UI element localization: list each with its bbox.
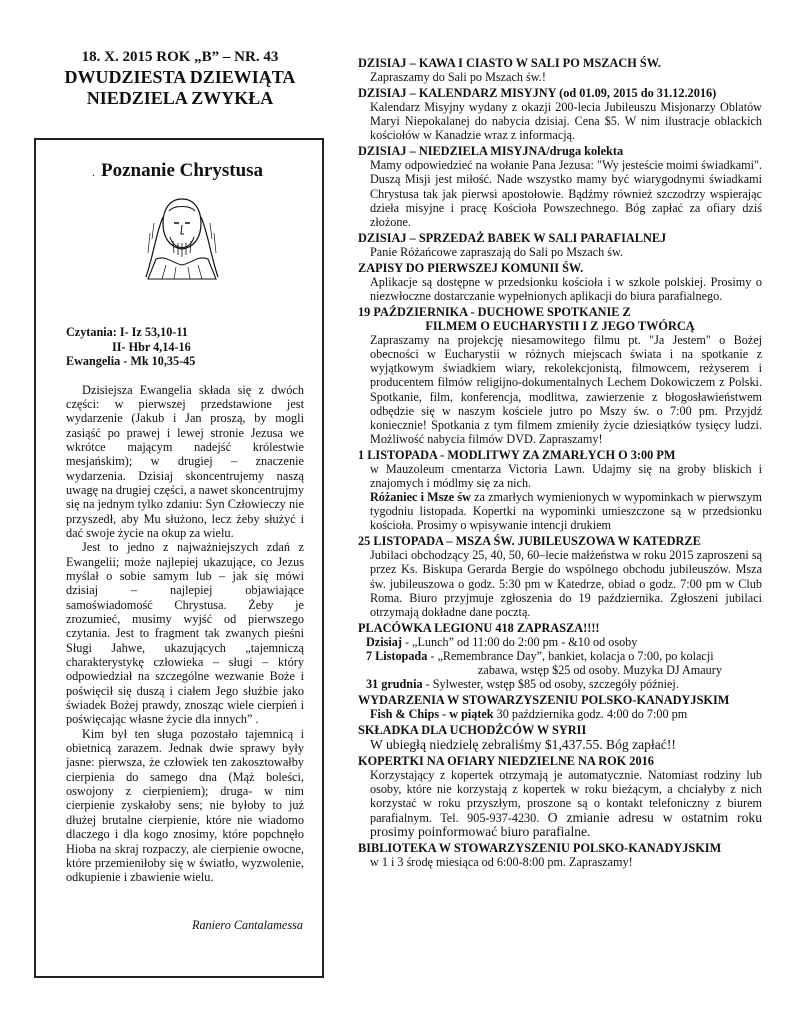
announcement bbox=[358, 534, 762, 618]
legion-row-label: Dzisiaj bbox=[366, 634, 402, 649]
koperty-section bbox=[358, 754, 762, 838]
reflection-title bbox=[92, 160, 304, 183]
announcement-text-2 bbox=[358, 490, 762, 532]
reflection-title-text: Poznanie Chrystusa bbox=[101, 160, 264, 181]
legion-row-label: 7 Listopada bbox=[366, 648, 428, 663]
reflection-author: Raniero Cantalamessa bbox=[192, 918, 303, 932]
announcement bbox=[358, 261, 762, 303]
stowarzyszenie-heading: WYDARZENIA W STOWARZYSZENIU POLSKO-KANADYJSKIM bbox=[358, 693, 730, 708]
bold-lead: Różaniec i Msze św bbox=[370, 490, 471, 505]
title-bullet: . bbox=[92, 165, 95, 179]
announcement bbox=[358, 56, 762, 84]
paragraph: Dzisiejsza Ewangelia składa się z dwóch części: w pierwszej przedstawione jest wydarzenie (Jakub i Jan proszą, by mogli zasiąść po prawej i lewej stronie Jezusa we wkrótce mającym nadejść królestwie mesjańskim); w drugiej – znaczenie wydarzenia. Dzisiaj skoncentrujemy naszą uwagę na drugiej części, a nawet skoncentrujmy się na jednym tylko zdaniu: Syn Człowieczy nie przyszedł, aby Mu służono, lecz żeby służyć i dać swoje życie na okup za wielu. bbox=[66, 382, 304, 540]
announcement-heading-line2: FILMEM O EUCHARYSTII I Z JEGO TWÓRCĄ bbox=[425, 319, 695, 334]
paragraph: Jest to jedno z najważniejszych zdań z Ewangelii; może najlepiej ukazujące, co Jezus myślał o sobie samym lub – jak się mówi dzisiaj – najlepiej objawiające samoświadomość Chrystusa. Żeby je zrozumieć, musimy wyjść od pierwszego czytania. Jest to fragment tak zwanych pieśni Sługi Jahwe, ukazujących „tajemniczą charakterystykę człowieka – sługi – który odpowiedział na szczególne wezwanie Boże i poświęcił się duszą i ciałem Jego służbie jako świadek Bożej prawdy, znosząc wiele cierpień i poświęcając własne życie dla innych” . bbox=[66, 540, 304, 727]
announcement-text: Zapraszamy na projekcję niesamowitego filmu pt. "Ja Jestem" o Bożej obecności w Eucharystii w różnych miejscach świata i na spotkanie z wyjątkowym świadkiem wiary, rekolekcjonistą, filmowcem, reżyserem i producentem filmów religijno-dokumentalnych Lechem Dokowiczem z Polski. Spotkanie, film, konferencja, modlitwa, zawierzenie z błogosławieństwem odbędzie się w naszym kościele jutro po Mszy św. o 7:00 pm. Przyjdź koniecznie! Spotkania z tym filmem zmieniły życie dziesiątków tysięcy ludzi. Możliwość nabycia filmów DVD. Zapraszamy! bbox=[370, 333, 762, 446]
koperty-text bbox=[358, 768, 762, 838]
sunday-title-line2: NIEDZIELA ZWYKŁA bbox=[86, 88, 274, 108]
legion-row-text: - Sylwester, wstęp $85 od osoby, szczegóły później. bbox=[425, 677, 679, 692]
announcement-text: Zapraszamy do Sali po Mszach św.! bbox=[370, 70, 546, 84]
paragraph: Kim był ten sługa pozostało tajemnicą i obietnicą zarazem. Jednak dwie sprawy były jasne: pierwsza, że człowiek ten zakosztowałby cierpienia do samego dna (Mąż boleści, oswojony z cierpieniem); druga- w nim cierpienie zyskałoby sens; nie byłoby to już dłużej brutalne cierpienie, które nie wiadomo dlaczego i dla kogo znosimy, które popchnęło Hioba na skraj rozpaczy, ale cierpienie owocne, które przemieniłoby się w światło, wyzwolenie, odkupienie i zbawienie wielu. bbox=[66, 726, 304, 885]
announcement bbox=[358, 448, 762, 532]
legion-row-text: - „Remembrance Day”, bankiet, kolacja o 7:00, po kolacji bbox=[430, 648, 714, 663]
announcements-column bbox=[358, 56, 762, 871]
announcement bbox=[358, 144, 762, 228]
announcement-text: Kalendarz Misyjny wydany z okazji 200-lecia Jubileuszu Misjonarzy Oblatów Maryi Niepokalanej do nabycia dzisiaj. Cena $5. W nim ilustracje oblackich kościołów w Kanadzie wraz z informacją. bbox=[370, 100, 762, 143]
announcement bbox=[358, 231, 762, 259]
reflection-body bbox=[66, 383, 304, 885]
announcement-heading: DZISIAJ – KAWA I CIASTO W SALI PO MSZACH ŚW. bbox=[358, 56, 661, 70]
announcement-heading: 25 LISTOPADA – MSZA ŚW. JUBILEUSZOWA W KATEDRZE bbox=[358, 534, 701, 549]
legion-row bbox=[358, 649, 762, 663]
announcement-heading: DZISIAJ – NIEDZIELA MISYJNA/druga kolekta bbox=[358, 144, 624, 159]
announcement-heading: DZISIAJ – SPRZEDAŻ BABEK W SALI PARAFIALNEJ bbox=[358, 230, 667, 245]
announcement-text: Panie Różańcowe zapraszają do Sali po Mszach św. bbox=[370, 244, 624, 259]
legion-row bbox=[358, 677, 762, 691]
syria-text: W ubiegłą niedzielę zebraliśmy $1,437.55. Bóg zapłać!! bbox=[370, 737, 676, 753]
sunday-title-line1: DWUDZIESTA DZIEWIĄTA bbox=[64, 67, 296, 87]
legion-section bbox=[358, 621, 762, 691]
announcement bbox=[358, 305, 762, 446]
announcement-text-rest: za zmarłych wymienionych w wypominkach w pierwszym tygodniu listopada. Kopertki na wypominki umieszczone są w przedsionku kościoła. Prosimy o wpisywanie intencji drukiem bbox=[370, 490, 762, 533]
legion-row-text: - „Lunch” od 11:00 do 2:00 pm - &10 od osoby bbox=[404, 634, 638, 649]
announcement-heading: 19 PAŹDZIERNIKA - DUCHOWE SPOTKANIE Z bbox=[358, 305, 631, 320]
syria-section bbox=[358, 723, 762, 752]
readings-list bbox=[66, 325, 304, 369]
koperty-text-main: Korzystający z kopertek otrzymają je automatycznie. Natomiast rodziny lub osoby, które nie korzystają z kopertek w roku bieżącym, a chciałyby z nich korzystać w roku przyszłym, proszone są o kontakt telefoniczny z biurem parafialnym. Tel. 905-937-4230. bbox=[370, 768, 762, 825]
biblioteka-heading: BIBLIOTEKA W STOWARZYSZENIU POLSKO-KANADYJSKIM bbox=[358, 840, 722, 855]
koperty-heading: KOPERTKI NA OFIARY NIEDZIELNE NA ROK 2016 bbox=[358, 754, 654, 769]
announcement-heading: 1 LISTOPADA - MODLITWY ZA ZMARŁYCH O 3:00 PM bbox=[358, 447, 676, 462]
stowarzyszenie-section bbox=[358, 693, 762, 721]
legion-heading: PLACÓWKA LEGIONU 418 ZAPRASZA!!!! bbox=[358, 620, 600, 635]
syria-heading: SKŁADKA DLA UCHODŹCÓW W SYRII bbox=[358, 723, 587, 738]
bold-lead: Fish & Chips - w piątek bbox=[370, 707, 494, 722]
christ-portrait-icon bbox=[136, 193, 228, 281]
reading-gospel: Ewangelia - Mk 10,35-45 bbox=[66, 354, 196, 368]
reading-second: II- Hbr 4,14-16 bbox=[112, 339, 191, 354]
legion-row bbox=[358, 635, 762, 649]
stowarzyszenie-detail: 30 października godz. 4:00 do 7:00 pm bbox=[496, 707, 688, 722]
legion-row-label: 31 grudnia bbox=[366, 677, 423, 692]
announcement-text: Mamy odpowiedzieć na wołanie Pana Jezusa: "Wy jesteście moimi świadkami". Duszą Misji jest miłość. Nade wszystko mamy być wiarygodnymi świadkami Chrystusa tak jak pierwsi apostołowie. Bądźmy również szczodrzy wspierając dzieła misyjne i pracę Kościoła Powszechnego. Bóg zapłać za ofiary dziś złożone. bbox=[370, 158, 762, 229]
announcement-text: Jubilaci obchodzący 25, 40, 50, 60–lecie małżeństwa w roku 2015 zaproszeni są przez Ks. Biskupa Gerarda Bergie do wspólnego obchodu jubileuszów. Msza św. jubileuszowa o godz. 5:30 pm w Katedrze, obiad o godz. 7:00 pm w Club Roma. Biuro przyjmuje zgłoszenia do 19 października. Zgłoszeni jubilaci otrzymają dokładne dane pocztą. bbox=[370, 548, 762, 619]
stowarzyszenie-text bbox=[358, 707, 762, 721]
announcement-text: Aplikacje są dostępne w przedsionku kościoła i w szkole polskiej. Prosimy o niezwłoczne dostarczanie wypełnionych aplikacji do biura parafialnego. bbox=[370, 274, 762, 304]
koperty-text-emphasis: O zmianie adresu w ostatnim roku prosimy poinformować biuro parafialne. bbox=[370, 809, 762, 839]
announcement bbox=[358, 86, 762, 142]
biblioteka-section bbox=[358, 841, 762, 869]
announcement-text: w Mauzoleum cmentarza Victoria Lawn. Udajmy się na groby bliskich i znajomych i módlmy się za nich. bbox=[370, 461, 762, 490]
bulletin-header bbox=[32, 48, 328, 109]
issue-date: 18. X. 2015 ROK „B” – NR. 43 bbox=[81, 49, 279, 65]
announcement-heading: ZAPISY DO PIERWSZEJ KOMUNII ŚW. bbox=[358, 260, 584, 275]
announcement-heading: DZISIAJ – KALENDARZ MISYJNY (od 01.09, 2015 do 31.12.2016) bbox=[358, 86, 717, 101]
legion-row-continued: zabawa, wstęp $25 od osoby. Muzyka DJ Amaury bbox=[478, 663, 722, 677]
reading-first: Czytania: I- Iz 53,10-11 bbox=[66, 325, 188, 339]
reflection-box bbox=[34, 138, 324, 978]
biblioteka-text: w 1 i 3 środę miesiąca od 6:00-8:00 pm. Zapraszamy! bbox=[370, 854, 633, 869]
